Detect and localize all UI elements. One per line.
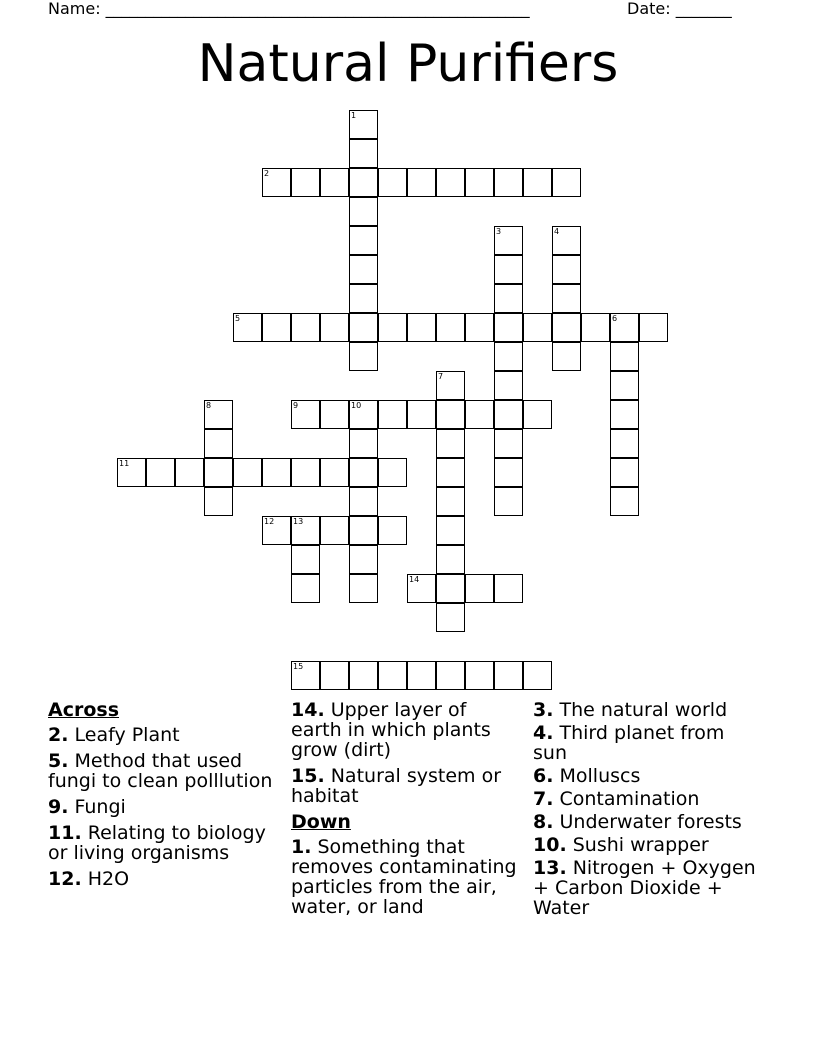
crossword-cell[interactable]: [494, 226, 523, 255]
crossword-cell[interactable]: [349, 255, 378, 284]
crossword-cell[interactable]: [291, 313, 320, 342]
crossword-cell[interactable]: [494, 661, 523, 690]
crossword-cell[interactable]: [320, 400, 349, 429]
clue-down-8: 8. Underwater forests: [533, 811, 742, 833]
clue-number: 6: [612, 314, 618, 323]
crossword-cell[interactable]: [610, 313, 639, 342]
crossword-cell[interactable]: [436, 545, 465, 574]
crossword-cell[interactable]: [291, 516, 320, 545]
crossword-cell[interactable]: [320, 313, 349, 342]
clue-number: 10: [351, 401, 362, 410]
crossword-cell[interactable]: [552, 284, 581, 313]
clue-down-13: 13. Nitrogen + Oxygen + Carbon Dioxide + Water: [533, 857, 756, 919]
crossword-cell[interactable]: [291, 661, 320, 690]
clue-across-9: 9. Fungi: [48, 796, 126, 818]
clue-number: 1: [351, 111, 357, 120]
clue-number: 3: [496, 227, 502, 236]
clue-across-11: 11. Relating to biology or living organisms: [48, 822, 266, 864]
crossword-cell[interactable]: [349, 429, 378, 458]
crossword-cell[interactable]: [436, 313, 465, 342]
crossword-cell[interactable]: [494, 284, 523, 313]
date-field[interactable]: Date: _______: [627, 0, 732, 18]
crossword-cell[interactable]: [552, 168, 581, 197]
crossword-cell[interactable]: [494, 168, 523, 197]
crossword-cell[interactable]: [349, 168, 378, 197]
clue-number: 4: [554, 227, 560, 236]
clue-number: 5: [235, 314, 241, 323]
crossword-cell[interactable]: [610, 400, 639, 429]
crossword-cell[interactable]: [291, 545, 320, 574]
crossword-cell[interactable]: [639, 313, 668, 342]
crossword-cell[interactable]: [291, 168, 320, 197]
crossword-cell[interactable]: [349, 545, 378, 574]
crossword-cell[interactable]: [436, 574, 465, 603]
crossword-cell[interactable]: [494, 574, 523, 603]
crossword-cell[interactable]: [378, 168, 407, 197]
crossword-cell[interactable]: [465, 400, 494, 429]
crossword-cell[interactable]: [262, 458, 291, 487]
crossword-cell[interactable]: [349, 458, 378, 487]
crossword-cell[interactable]: [349, 313, 378, 342]
crossword-cell[interactable]: [523, 661, 552, 690]
crossword-cell[interactable]: [407, 168, 436, 197]
clues-column-1: [48, 700, 273, 895]
clue-number: 9: [293, 401, 299, 410]
crossword-cell[interactable]: [436, 168, 465, 197]
crossword-cell[interactable]: [610, 342, 639, 371]
crossword-cell[interactable]: [320, 661, 349, 690]
crossword-cell[interactable]: [291, 458, 320, 487]
crossword-cell[interactable]: [494, 255, 523, 284]
crossword-cell[interactable]: [581, 313, 610, 342]
clues-column-2: [291, 700, 521, 923]
clue-across-12: 12. H2O: [48, 868, 130, 890]
crossword-cell[interactable]: [320, 458, 349, 487]
crossword-cell[interactable]: [494, 429, 523, 458]
crossword-cell[interactable]: [523, 400, 552, 429]
crossword-cell[interactable]: [436, 429, 465, 458]
crossword-cell[interactable]: [349, 342, 378, 371]
crossword-cell[interactable]: [262, 313, 291, 342]
clue-number: 7: [438, 372, 444, 381]
crossword-cell[interactable]: [610, 429, 639, 458]
clue-down-10: 10. Sushi wrapper: [533, 834, 709, 856]
crossword-cell[interactable]: [262, 168, 291, 197]
crossword-cell[interactable]: [233, 313, 262, 342]
crossword-cell[interactable]: [175, 458, 204, 487]
clue-number: 14: [409, 575, 420, 584]
crossword-cell[interactable]: [378, 458, 407, 487]
clue-number: 8: [206, 401, 212, 410]
crossword-cell[interactable]: [349, 487, 378, 516]
crossword-cell[interactable]: [378, 516, 407, 545]
name-field[interactable]: Name: _____________________________________________________: [48, 0, 530, 18]
crossword-cell[interactable]: [146, 458, 175, 487]
crossword-cell[interactable]: [349, 661, 378, 690]
crossword-cell[interactable]: [552, 313, 581, 342]
crossword-cell[interactable]: [436, 661, 465, 690]
clue-number: 12: [264, 517, 275, 526]
crossword-cell[interactable]: [436, 371, 465, 400]
puzzle-title: Natural Purifiers: [197, 34, 619, 94]
clue-across-14: 14. Upper layer of earth in which plants grow (dirt): [291, 699, 491, 761]
crossword-cell[interactable]: [552, 342, 581, 371]
crossword-cell[interactable]: [262, 516, 291, 545]
crossword-cell[interactable]: [291, 400, 320, 429]
crossword-cell[interactable]: [349, 139, 378, 168]
crossword-cell[interactable]: [320, 516, 349, 545]
crossword-cell[interactable]: [117, 458, 146, 487]
clue-across-2: 2. Leafy Plant: [48, 724, 180, 746]
crossword-cell[interactable]: [436, 458, 465, 487]
crossword-cell[interactable]: [349, 516, 378, 545]
crossword-cell[interactable]: [494, 371, 523, 400]
crossword-cell[interactable]: [610, 458, 639, 487]
crossword-cell[interactable]: [552, 255, 581, 284]
crossword-cell[interactable]: [494, 342, 523, 371]
crossword-cell[interactable]: [552, 226, 581, 255]
crossword-cell[interactable]: [407, 400, 436, 429]
crossword-cell[interactable]: [378, 400, 407, 429]
clue-down-3: 3. The natural world: [533, 699, 728, 721]
crossword-cell[interactable]: [494, 458, 523, 487]
crossword-cell[interactable]: [349, 110, 378, 139]
crossword-cell[interactable]: [610, 371, 639, 400]
crossword-cell[interactable]: [204, 458, 233, 487]
clue-number: 2: [264, 169, 270, 178]
crossword-cell[interactable]: [436, 400, 465, 429]
crossword-cell[interactable]: [407, 661, 436, 690]
crossword-cell[interactable]: [204, 429, 233, 458]
crossword-cell[interactable]: [494, 313, 523, 342]
clue-down-6: 6. Molluscs: [533, 765, 641, 787]
clue-number: 15: [293, 662, 304, 671]
crossword-cell[interactable]: [494, 487, 523, 516]
clue-down-1: 1. Something that removes contaminating particles from the air, water, or land: [291, 836, 517, 918]
crossword-cell[interactable]: [465, 313, 494, 342]
crossword-cell[interactable]: [407, 574, 436, 603]
clue-down-7: 7. Contamination: [533, 788, 700, 810]
crossword-cell[interactable]: [436, 603, 465, 632]
crossword-cell[interactable]: [320, 168, 349, 197]
crossword-cell[interactable]: [436, 516, 465, 545]
crossword-cell[interactable]: [291, 574, 320, 603]
clue-across-15: 15. Natural system or habitat: [291, 765, 502, 807]
crossword-cell[interactable]: [465, 661, 494, 690]
crossword-cell[interactable]: [204, 400, 233, 429]
crossword-cell[interactable]: [436, 487, 465, 516]
clue-number: 13: [293, 517, 304, 526]
crossword-cell[interactable]: [610, 487, 639, 516]
crossword-cell[interactable]: [378, 313, 407, 342]
clue-across-5: 5. Method that used fungi to clean polllution: [48, 750, 273, 792]
crossword-cell[interactable]: [349, 197, 378, 226]
crossword-cell[interactable]: [349, 284, 378, 313]
clue-down-4: 4. Third planet from sun: [533, 722, 725, 764]
crossword-cell[interactable]: [349, 226, 378, 255]
clues-column-3: [533, 700, 763, 921]
crossword-cell[interactable]: [465, 168, 494, 197]
crossword-cell[interactable]: [378, 661, 407, 690]
across-heading: Across: [48, 699, 120, 721]
crossword-cell[interactable]: [407, 313, 436, 342]
crossword-cell[interactable]: [465, 574, 494, 603]
clue-number: 11: [119, 459, 130, 468]
crossword-cell[interactable]: [204, 487, 233, 516]
crossword-cell[interactable]: [523, 168, 552, 197]
crossword-cell[interactable]: [349, 574, 378, 603]
crossword-cell[interactable]: [523, 313, 552, 342]
crossword-cell[interactable]: [233, 458, 262, 487]
down-heading: Down: [291, 811, 351, 833]
crossword-cell[interactable]: [494, 400, 523, 429]
crossword-cell[interactable]: [349, 400, 378, 429]
